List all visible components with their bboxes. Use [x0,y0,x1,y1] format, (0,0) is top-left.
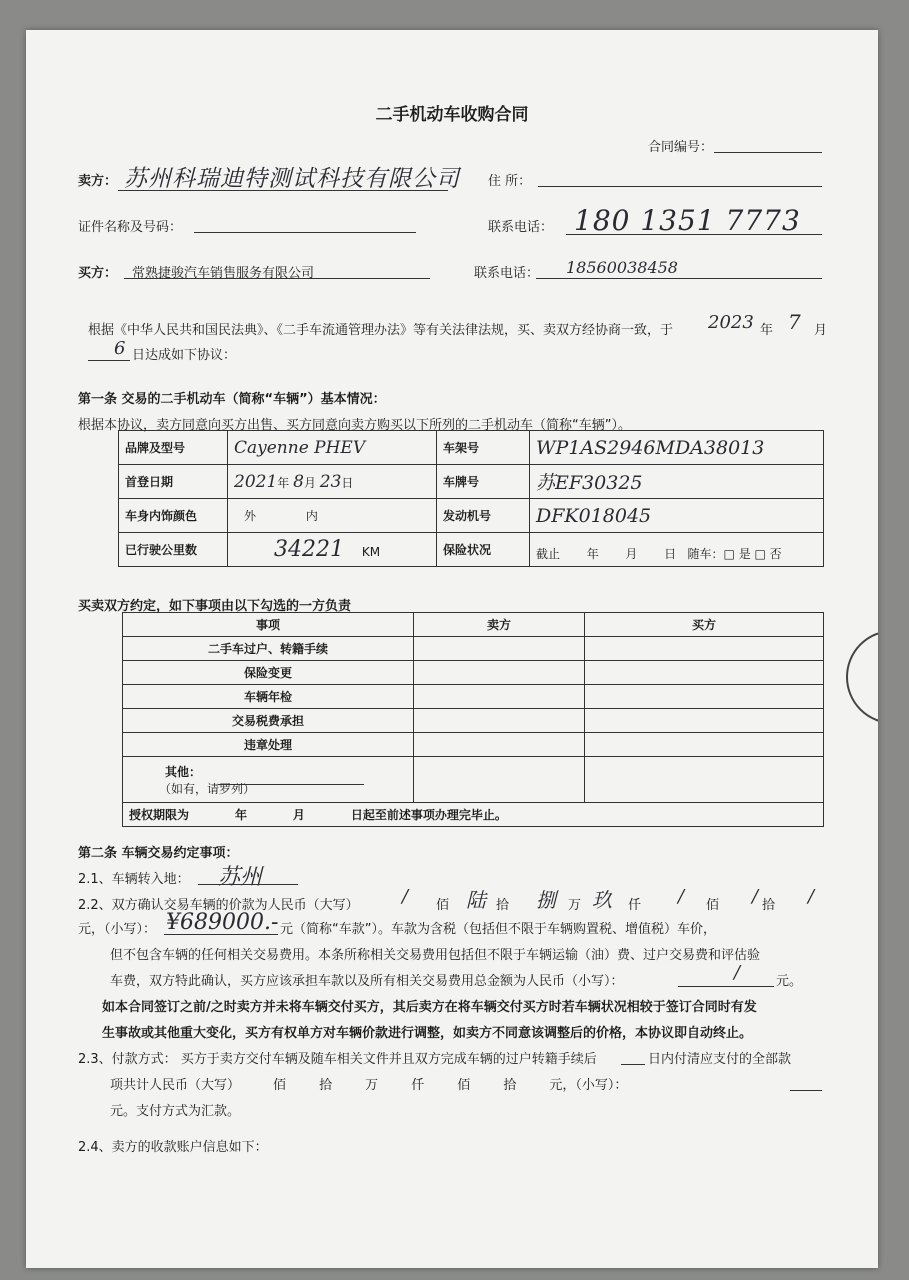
resp-other-cell [123,757,414,803]
plate-label: 车牌号 [437,465,530,499]
clause-2-3-text-a: 2.3、付款方式： 买方于卖方交付车辆及随车相关文件并且双方完成车辆的过户转籍手续后 [78,1052,597,1067]
total-amount-value: / [734,962,741,983]
buyer-phone: 18560038458 [566,258,678,277]
plate-value: 苏EF30325 [530,465,824,499]
other-line [218,784,364,785]
resp-seller-cell [414,637,585,661]
seller-address-line [538,186,822,187]
article2-heading: 第二条 车辆交易约定事项： [78,846,239,861]
bold-clause-2: 生事故或其他重大变化，买方有权单方对车辆价款进行调整，如卖方不同意该调整后的价格，本协议即自动终止。 [102,1026,753,1041]
price-wan-unit: 万 [568,898,582,913]
reg-month: 8 [293,471,304,492]
contract-page [26,30,878,1268]
vin-value: WP1AS2946MDA38013 [530,431,824,465]
resp-header-seller: 卖方 [414,613,585,637]
brand-value: Cayenne PHEV [228,431,437,465]
mileage-label: 已行驶公里数 [119,533,228,567]
resp-seller-cell [414,757,585,803]
clause-2-2-end: 元。 [776,974,803,989]
reg-date-label: 首登日期 [119,465,228,499]
buyer-name-line [124,278,430,279]
reg-month-unit: 月 [303,475,316,490]
resp-auth-text: 授权期限为 年 月 日起至前述事项办理完毕止。 [123,803,824,827]
clause-2-3-text-d: 元。支付方式为汇款。 [110,1104,241,1119]
article1-desc: 根据本协议，卖方同意向买方出售、买方同意向卖方购买以下所列的二手机动车（简称“车辆”）。 [78,418,631,433]
seller-label: 卖方： [78,174,118,189]
clause-2-2-text-d: 车费，双方特此确认，买方应该承担车款以及所有相关交易费用总金额为人民币（小写）： [110,974,624,989]
price-shi-value: 陆 [466,888,486,912]
vin-label: 车架号 [437,431,530,465]
price-amount: ¥689000.- [166,910,279,935]
engine-label: 发动机号 [437,499,530,533]
seller-phone-line [566,234,822,235]
resp-buyer-cell [585,661,824,685]
color-label: 车身内饰颜色 [119,499,228,533]
clause-2-2-text-c: 但不包含车辆的任何相关交易费用。本条所称相关交易费用包括但不限于车辆运输（油）费、过户交易费和评估验 [110,948,761,963]
total-amount-line [678,986,774,987]
intro-text-2: 日达成如下协议： [132,348,237,363]
seal-stamp [846,630,878,724]
reg-year: 2021 [234,471,278,492]
intro-day-line [88,360,130,361]
brand-label: 品牌及型号 [119,431,228,465]
reg-date-value [228,465,437,499]
price-wan-value: 捌 [536,888,556,912]
resp-seller-cell [414,661,585,685]
resp-buyer-cell [585,637,824,661]
buyer-name: 常熟捷骏汽车销售服务有限公司 [132,266,315,281]
clause-2-1-label: 2.1、车辆转入地： [78,872,190,887]
contract-no-line [714,152,822,153]
price-qian-value: 玖 [592,888,612,912]
buyer-phone-label: 联系电话： [474,266,540,281]
price-amount-line [164,934,278,935]
resp-header-item: 事项 [123,613,414,637]
color-value [228,499,437,533]
color-inner: 内 [305,509,318,523]
seller-phone: 180 1351 7773 [574,204,801,237]
mileage-value-cell [228,533,437,567]
buyer-phone-line [536,278,822,279]
resp-buyer-cell [585,685,824,709]
price-shi2-unit: 拾 [762,898,776,913]
seller-name: 苏州科瑞迪特测试科技有限公司 [124,166,460,192]
intro-day: 6 [114,338,126,359]
vehicle-table [118,430,824,567]
clause-2-1-line [198,884,298,885]
resp-seller-cell [414,733,585,757]
mileage-unit: KM [361,545,381,559]
seller-name-line [118,190,448,191]
price-yuan-value: / [808,886,815,907]
clause-2-3-days-line [621,1064,645,1065]
resp-seller-cell [414,709,585,733]
intro-text: 根据《中华人民共和国民法典》、《二手车流通管理办法》等有关法律法规，买、卖双方经协商一致，于 [88,323,674,338]
page-title: 二手机动车收购合同 [375,105,529,125]
resp-row-label: 车辆年检 [123,685,414,709]
resp-row-label: 交易税费承担 [123,709,414,733]
contract-no-label: 合同编号： [648,140,714,155]
intro-year: 2023 [708,312,754,333]
resp-other-note: （如有，请罗列） [159,781,256,796]
resp-header-buyer: 买方 [585,613,824,637]
resp-row-label: 保险变更 [123,661,414,685]
price-shi-unit: 拾 [496,898,510,913]
clause-2-3-amount-line [790,1090,822,1091]
intro-month: 7 [788,310,801,334]
resp-seller-cell [414,685,585,709]
resp-row-label: 违章处理 [123,733,414,757]
reg-year-unit: 年 [277,475,290,490]
resp-intro: 买卖双方约定，如下事项由以下勾选的一方负责 [78,599,352,614]
resp-buyer-cell [585,733,824,757]
seller-address-label: 住 所： [488,174,532,189]
intro-month-unit: 月 [814,323,828,338]
mileage-value: 34221 [274,537,344,562]
price-bai-unit: 佰 [436,898,450,913]
engine-value: DFK018045 [530,499,824,533]
reg-day: 23 [319,471,342,492]
price-shi2-value: / [752,886,759,907]
intro-year-unit: 年 [760,323,774,338]
seller-id-label: 证件名称及号码： [78,220,183,235]
price-bai2-unit: 佰 [706,898,720,913]
clause-2-1-value: 苏州 [218,865,263,890]
resp-buyer-cell [585,757,824,803]
clause-2-3-text-b: 日内付清应支付的全部款 [648,1052,792,1067]
resp-row-label: 二手车过户、转籍手续 [123,637,414,661]
seller-phone-label: 联系电话： [488,220,554,235]
price-bai-value: / [402,886,409,907]
price-bai2-value: / [678,886,685,907]
resp-buyer-cell [585,709,824,733]
bold-clause-1: 如本合同签订之前/之时卖方并未将车辆交付买方，其后卖方在将车辆交付买方时若车辆状况相较于签订合同时有发 [102,1000,757,1015]
buyer-label: 买方： [78,266,118,281]
clause-2-2-yuan: 元，（小写）： [78,922,157,937]
article1-heading: 第一条 交易的二手机动车（简称“车辆”）基本情况： [78,392,386,407]
price-qian-unit: 仟 [628,898,642,913]
clause-2-3-text-c: 项共计人民币（大写） 佰 拾 万 仟 佰 拾 元，（小写）： [110,1078,628,1093]
reg-day-unit: 日 [341,475,354,490]
clause-2-2-text-b: 元（简称“车款”）。车款为含税（包括但不限于车辆购置税、增值税）车价， [280,922,716,937]
seller-id-line [194,232,416,233]
insurance-text: 截止 年 月 日 随车：□ 是 □ 否 [530,533,824,567]
color-outer: 外 [244,509,257,523]
resp-other-label: 其他： [165,764,202,779]
resp-table [122,612,824,827]
clause-2-2-text: 2.2、双方确认交易车辆的价款为人民币（大写） [78,898,359,913]
clause-2-4-text: 2.4、卖方的收款账户信息如下： [78,1140,268,1155]
insurance-label: 保险状况 [437,533,530,567]
